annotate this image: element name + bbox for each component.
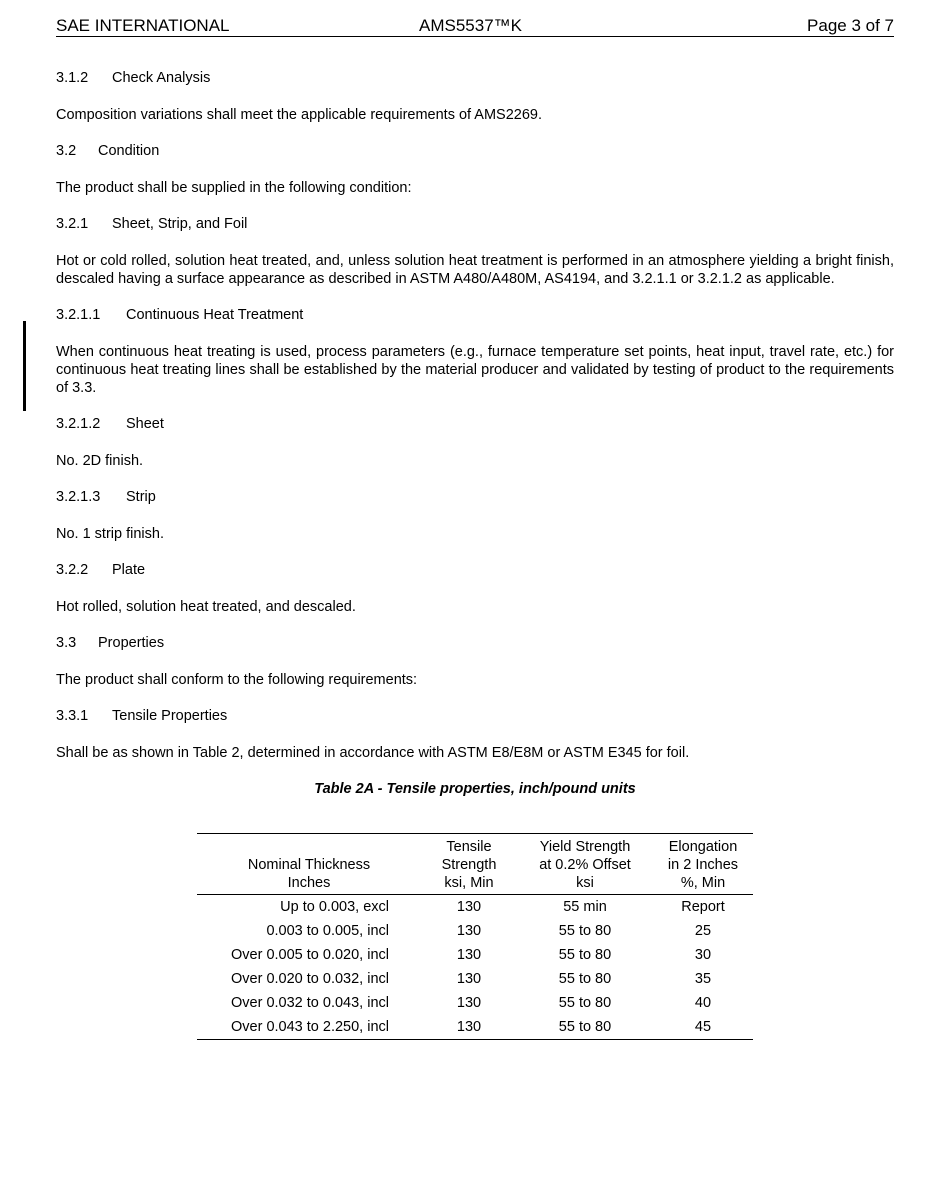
cell-yield: 55 to 80	[558, 947, 612, 963]
cell-thickness: Over 0.005 to 0.020, incl	[231, 947, 389, 963]
section-number: 3.3	[56, 635, 77, 651]
header-doc-id: AMS5537™K	[419, 16, 522, 35]
cell-elongation: 40	[694, 995, 712, 1011]
table-row	[197, 967, 753, 991]
cell-thickness: 0.003 to 0.005, incl	[266, 923, 389, 939]
section-heading-3-2-1	[56, 215, 894, 233]
section-text-3-3-1: Shall be as shown in Table 2, determined in accordance with ASTM E8/E8M or ASTM E345 for foil.	[56, 744, 690, 761]
header-yield-strength: Yield Strength at 0.2% Offset ksi	[517, 834, 653, 895]
cell-tensile: 130	[456, 899, 482, 915]
section-heading-3-2-1-3	[56, 488, 894, 506]
section-text-3-3: The product shall conform to the following requirements:	[56, 671, 418, 688]
document-body	[56, 69, 894, 816]
cell-thickness: Over 0.032 to 0.043, incl	[231, 995, 389, 1011]
section-text-3-2-2: Hot rolled, solution heat treated, and descaled.	[56, 598, 356, 615]
cell-yield: 55 min	[563, 899, 607, 915]
section-title: Sheet, Strip, and Foil	[112, 216, 248, 232]
section-title: Tensile Properties	[112, 708, 228, 724]
section-text-3-2-1-1: When continuous heat treating is used, process parameters (e.g., furnace temperature set points, heat input, travel rate, etc.) for continuous heat treating lines shall be established by the material producer and validated by testing of product to the requirements of 3.3.	[56, 343, 894, 396]
cell-elongation: 45	[653, 1015, 753, 1040]
cell-tensile: 130	[456, 995, 482, 1011]
cell-thickness: Over 0.043 to 2.250, incl	[197, 1015, 421, 1040]
cell-thickness: Over 0.020 to 0.032, incl	[231, 971, 389, 987]
section-number: 3.2.1	[56, 216, 89, 232]
table-caption: Table 2A - Tensile properties, inch/pound units	[314, 781, 636, 797]
section-heading-3-2	[56, 142, 894, 160]
section-title: Plate	[112, 562, 146, 578]
cell-yield: 55 to 80	[517, 1015, 653, 1040]
header-elongation: Elongation in 2 Inches %, Min	[653, 834, 753, 895]
section-number: 3.2.1.3	[56, 489, 101, 505]
section-text-3-2-1-2: No. 2D finish.	[56, 452, 144, 469]
cell-yield: 55 to 80	[558, 971, 612, 987]
section-number: 3.2.1.2	[56, 416, 101, 432]
section-text-3-2: The product shall be supplied in the following condition:	[56, 179, 412, 196]
page-header	[56, 14, 894, 37]
revision-change-bar	[23, 321, 26, 411]
section-heading-3-2-2	[56, 561, 894, 579]
cell-yield: 55 to 80	[558, 995, 612, 1011]
header-nominal-thickness: Nominal Thickness Inches	[197, 834, 421, 895]
cell-tensile: 130	[421, 1015, 517, 1040]
cell-elongation: Report	[681, 899, 725, 915]
header-tensile-strength: Tensile Strength ksi, Min	[421, 834, 517, 895]
table-row	[197, 943, 753, 967]
cell-yield: 55 to 80	[558, 923, 612, 939]
section-title: Continuous Heat Treatment	[126, 307, 304, 323]
tensile-properties-table	[197, 833, 753, 1040]
table-row	[197, 991, 753, 1015]
section-number: 3.2.1.1	[56, 307, 101, 323]
cell-tensile: 130	[456, 971, 482, 987]
section-title: Strip	[126, 489, 156, 505]
section-number: 3.1.2	[56, 70, 89, 86]
section-heading-3-2-1-1	[56, 306, 894, 324]
cell-thickness: Up to 0.003, excl	[280, 899, 389, 915]
table-header-row	[197, 834, 753, 895]
section-heading-3-2-1-2	[56, 415, 894, 433]
section-text-3-2-1-3: No. 1 strip finish.	[56, 525, 164, 542]
section-title: Condition	[98, 143, 160, 159]
section-number: 3.2	[56, 143, 77, 159]
cell-tensile: 130	[456, 947, 482, 963]
section-heading-3-1-2	[56, 69, 894, 87]
section-text-3-2-1: Hot or cold rolled, solution heat treated, and, unless solution heat treatment is performed in an atmosphere yielding a bright finish, descaled having a surface appearance as described in ASTM A480/A480M, AS4194, and 3.2.1.1 or 3.2.1.2 as applicable.	[56, 252, 894, 287]
cell-elongation: 35	[694, 971, 712, 987]
section-heading-3-3-1	[56, 707, 894, 725]
header-page-number: Page 3 of 7	[807, 16, 894, 35]
section-title: Check Analysis	[112, 70, 211, 86]
table-row	[197, 1015, 753, 1040]
header-org: SAE INTERNATIONAL	[56, 16, 230, 35]
section-title: Properties	[98, 635, 165, 651]
section-text-3-1-2: Composition variations shall meet the applicable requirements of AMS2269.	[56, 106, 543, 123]
table-row	[197, 895, 753, 920]
section-number: 3.2.2	[56, 562, 89, 578]
section-number: 3.3.1	[56, 708, 89, 724]
table-row	[197, 919, 753, 943]
cell-elongation: 30	[694, 947, 712, 963]
section-heading-3-3	[56, 634, 894, 652]
cell-elongation: 25	[694, 923, 712, 939]
section-title: Sheet	[126, 416, 164, 432]
cell-tensile: 130	[456, 923, 482, 939]
